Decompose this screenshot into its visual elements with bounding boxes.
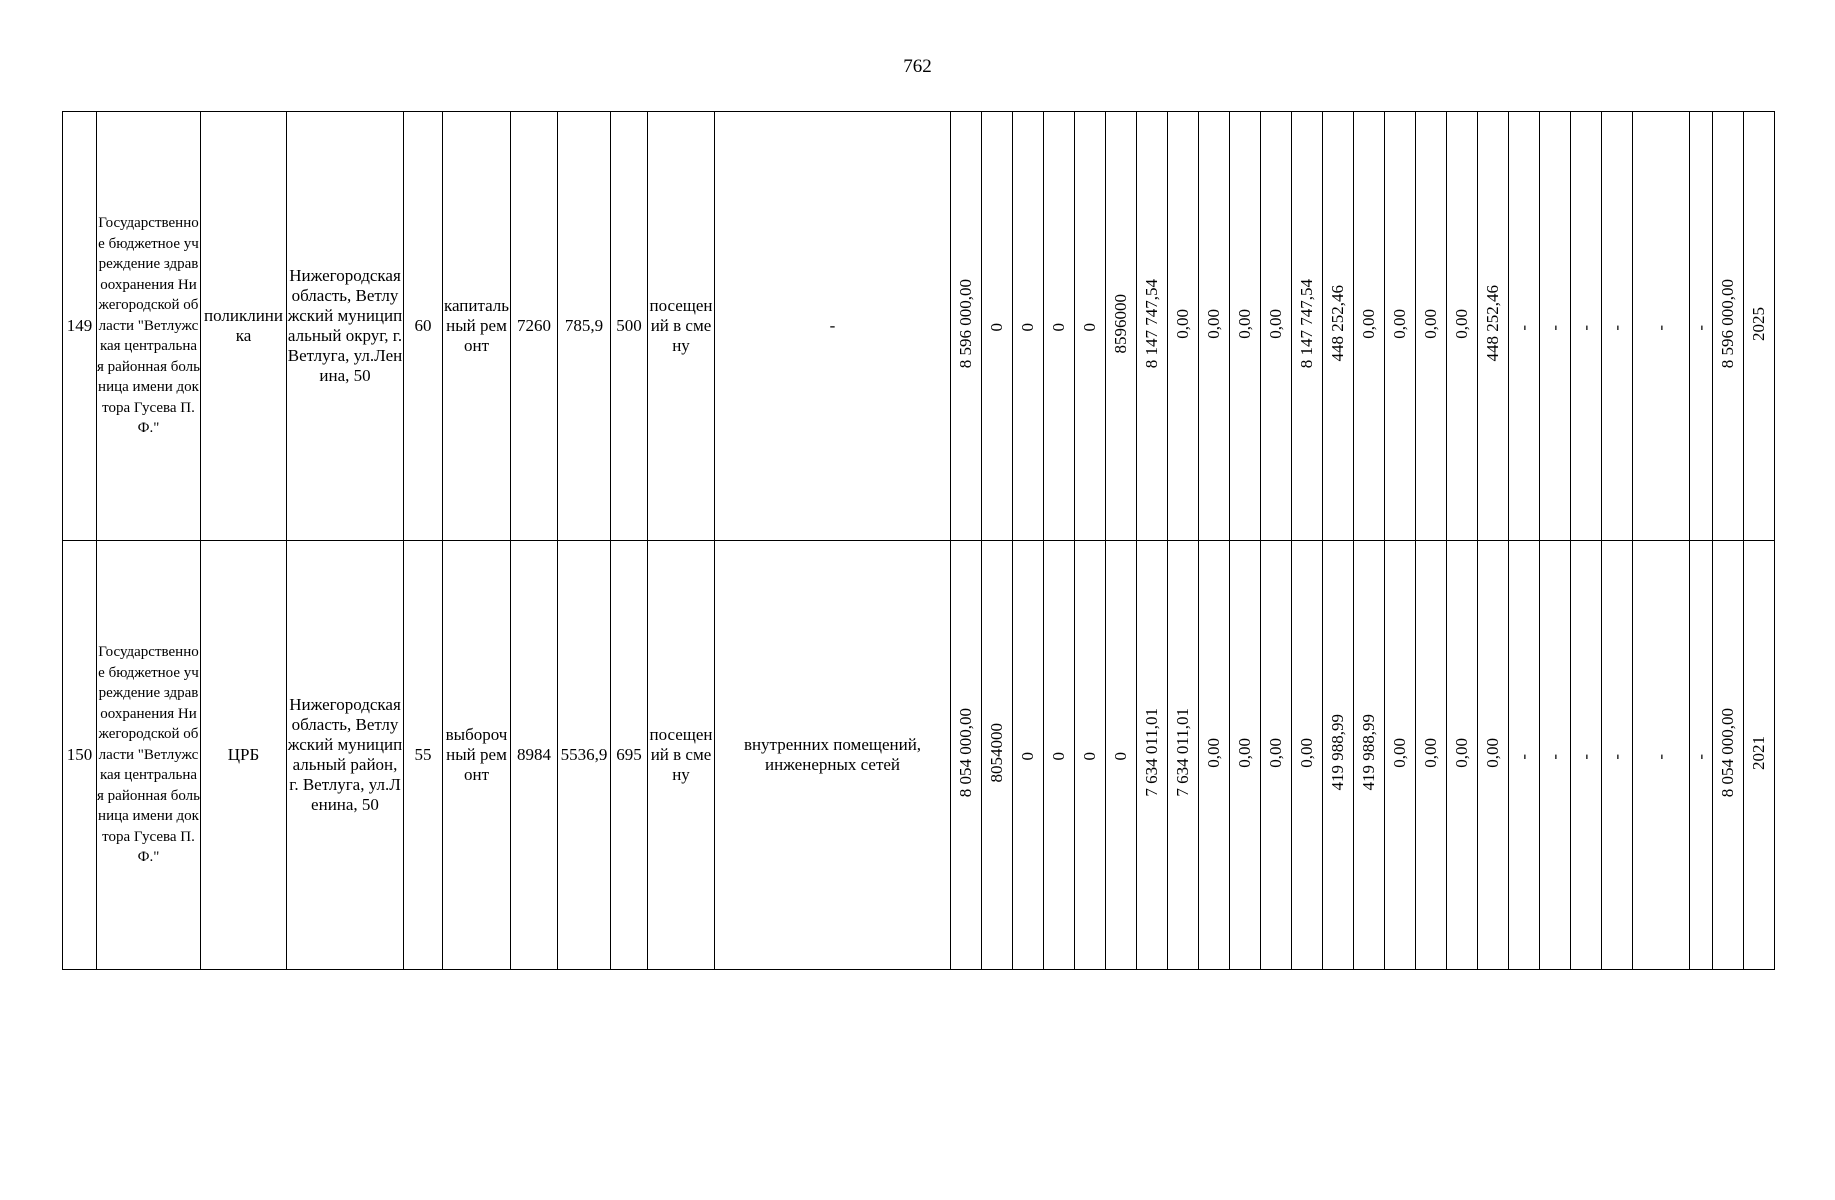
column-4-cell: 60 [404, 112, 443, 541]
value-text: 0,00 [1266, 737, 1285, 768]
value-cell [1261, 541, 1292, 970]
value-text: - [1576, 754, 1595, 760]
object-cell: ЦРБ [201, 541, 287, 970]
value-cell [1602, 541, 1633, 970]
value-text: - [1576, 325, 1595, 331]
value-cell [1013, 541, 1044, 970]
work-type-cell: капитальный ремонт [443, 112, 511, 541]
value-text: - [1545, 754, 1564, 760]
value-cell [1323, 541, 1354, 970]
value-text: 0,00 [1204, 737, 1223, 768]
value-cell [1416, 112, 1447, 541]
page-number: 762 [903, 56, 932, 77]
value-text: 7 634 011,01 [1142, 708, 1161, 797]
value-text: 0 [1080, 322, 1099, 331]
value-cell [1478, 112, 1509, 541]
table-body [63, 112, 1775, 970]
column-7-cell: 785,9 [558, 112, 611, 541]
value-text: 0,00 [1359, 308, 1378, 339]
value-text: 0 [1111, 751, 1130, 760]
value-cell [1385, 112, 1416, 541]
institution-cell: Государственное бюджетное учреждение здравоохранения Нижегородской области "Ветлужская центральная районная больница имени доктора Гусева П.Ф." [97, 541, 201, 970]
value-text: 0,00 [1390, 737, 1409, 768]
value-text: 0,00 [1235, 737, 1254, 768]
value-cell [951, 541, 982, 970]
value-text: 0,00 [1452, 737, 1471, 768]
value-text: 8 054 000,00 [956, 707, 975, 798]
value-text: 8596000 [1111, 293, 1130, 354]
value-cell [1292, 541, 1323, 970]
value-text: 8 147 747,54 [1297, 278, 1316, 369]
description-cell: - [715, 112, 951, 541]
value-text: 0,00 [1235, 308, 1254, 339]
column-6-cell: 7260 [511, 112, 558, 541]
value-cell [1199, 541, 1230, 970]
value-text: - [1651, 754, 1670, 760]
value-text: 7 634 011,01 [1173, 708, 1192, 797]
value-text: 8 596 000,00 [956, 278, 975, 369]
value-cell [1044, 112, 1075, 541]
value-text: 8054000 [987, 722, 1006, 783]
value-text: 419 988,99 [1359, 714, 1378, 791]
value-text: 0 [987, 322, 1006, 331]
table-row [63, 112, 1775, 541]
value-text: 0 [1049, 751, 1068, 760]
value-cell [1713, 541, 1744, 970]
column-6-cell: 8984 [511, 541, 558, 970]
value-text: 0 [1049, 322, 1068, 331]
value-text: 0,00 [1297, 737, 1316, 768]
value-cell [1354, 541, 1385, 970]
value-text: 0 [1018, 751, 1037, 760]
value-cell [1633, 541, 1690, 970]
value-cell [1013, 112, 1044, 541]
description-cell: внутренних помещений, инженерных сетей [715, 541, 951, 970]
value-cell [1744, 541, 1775, 970]
value-text: 0,00 [1483, 737, 1502, 768]
value-cell [1744, 112, 1775, 541]
column-8-cell: 500 [611, 112, 648, 541]
value-cell [1106, 112, 1137, 541]
value-cell [1540, 112, 1571, 541]
address-cell: Нижегородская область, Ветлужский муниципальный округ, г. Ветлуга, ул.Ленина, 50 [287, 112, 404, 541]
value-text: 2025 [1749, 306, 1768, 341]
value-cell [1509, 112, 1540, 541]
value-cell [1478, 541, 1509, 970]
value-cell [951, 112, 982, 541]
value-text: - [1651, 325, 1670, 331]
value-cell [1230, 112, 1261, 541]
row-number-cell: 150 [63, 541, 97, 970]
value-text: - [1514, 754, 1533, 760]
column-4-cell: 55 [404, 541, 443, 970]
work-type-cell: выборочный ремонт [443, 541, 511, 970]
value-text: 448 252,46 [1483, 285, 1502, 362]
value-cell [1690, 541, 1713, 970]
value-text: 8 054 000,00 [1718, 707, 1737, 798]
value-cell [1713, 112, 1744, 541]
value-cell [1571, 541, 1602, 970]
value-cell [1168, 112, 1199, 541]
value-text: 0,00 [1173, 308, 1192, 339]
column-8-cell: 695 [611, 541, 648, 970]
row-number-cell: 149 [63, 112, 97, 541]
value-cell [1323, 112, 1354, 541]
value-cell [1385, 541, 1416, 970]
value-text: 0,00 [1266, 308, 1285, 339]
value-cell [1044, 541, 1075, 970]
value-text: 448 252,46 [1328, 285, 1347, 362]
value-text: - [1514, 325, 1533, 331]
value-cell [1199, 112, 1230, 541]
value-text: 419 988,99 [1328, 714, 1347, 791]
value-text: 8 596 000,00 [1718, 278, 1737, 369]
value-text: 0,00 [1452, 308, 1471, 339]
value-cell [1540, 541, 1571, 970]
value-cell [1447, 112, 1478, 541]
value-text: 0,00 [1421, 737, 1440, 768]
value-text: - [1545, 325, 1564, 331]
value-cell [1168, 541, 1199, 970]
column-7-cell: 5536,9 [558, 541, 611, 970]
address-cell: Нижегородская область, Ветлужский муниципальный район, г. Ветлуга, ул.Ленина, 50 [287, 541, 404, 970]
value-text: 8 147 747,54 [1142, 278, 1161, 369]
unit-cell: посещений в смену [648, 541, 715, 970]
value-cell [1292, 112, 1323, 541]
value-cell [982, 112, 1013, 541]
value-cell [1137, 112, 1168, 541]
value-cell [1416, 541, 1447, 970]
value-cell [1602, 112, 1633, 541]
value-cell [1690, 112, 1713, 541]
value-cell [982, 541, 1013, 970]
value-cell [1633, 112, 1690, 541]
value-cell [1509, 541, 1540, 970]
value-cell [1354, 112, 1385, 541]
value-text: 0 [1018, 322, 1037, 331]
institution-cell: Государственное бюджетное учреждение здравоохранения Нижегородской области "Ветлужская центральная районная больница имени доктора Гусева П.Ф." [97, 112, 201, 541]
unit-cell: посещений в смену [648, 112, 715, 541]
value-text: - [1691, 754, 1710, 760]
value-cell [1447, 541, 1478, 970]
value-cell [1230, 541, 1261, 970]
value-text: - [1691, 325, 1710, 331]
value-cell [1106, 541, 1137, 970]
value-text: 2021 [1749, 735, 1768, 770]
value-text: - [1607, 325, 1626, 331]
value-text: 0 [1080, 751, 1099, 760]
value-text: 0,00 [1204, 308, 1223, 339]
object-cell: поликлиника [201, 112, 287, 541]
value-cell [1075, 112, 1106, 541]
data-table [62, 111, 1775, 970]
table-row [63, 541, 1775, 970]
value-text: 0,00 [1390, 308, 1409, 339]
value-cell [1261, 112, 1292, 541]
value-cell [1075, 541, 1106, 970]
value-cell [1571, 112, 1602, 541]
value-cell [1137, 541, 1168, 970]
value-text: 0,00 [1421, 308, 1440, 339]
value-text: - [1607, 754, 1626, 760]
